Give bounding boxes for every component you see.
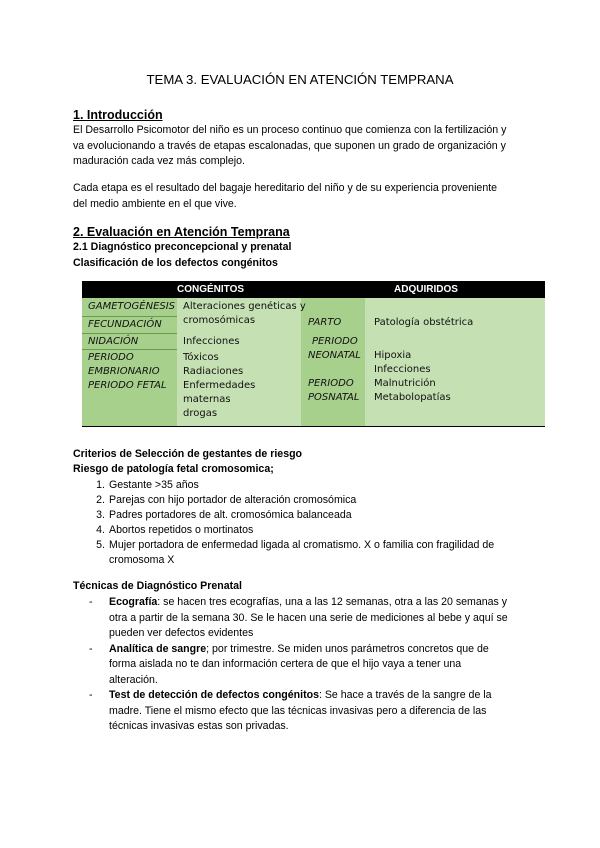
- cell-fecundacion: FECUNDACIÓN: [88, 319, 162, 330]
- list-text: Padres portadores de alt. cromosómica balanceada: [109, 509, 352, 521]
- cell-acquired: Metabolopatías: [374, 392, 451, 403]
- row-divider: [82, 349, 177, 350]
- list-text: Mujer portadora de enfermedad ligada al cromatismo. X o familia con fragilidad de: [109, 539, 495, 551]
- term: Ecografía: [109, 596, 158, 608]
- defects-table: [82, 281, 545, 427]
- list-number: 5.: [96, 539, 105, 551]
- criteria-heading: Criterios de Selección de gestantes de riesgo: [73, 448, 303, 460]
- list-item: [96, 478, 494, 493]
- section-1-heading: 1. Introducción: [73, 108, 163, 122]
- header-congenitos: CONGÉNITOS: [177, 284, 245, 295]
- cell-periodo-neonatal: PERIODO: [312, 336, 358, 347]
- list-text: madre. Tiene el mismo efecto que las técnicas invasivas pero a diferencia de las: [109, 704, 487, 717]
- table-bottom-border: [82, 426, 545, 427]
- list-text: forma aislada no te dan información certera de que el hijo vaya a tener una: [109, 658, 462, 670]
- cell-cause: Tóxicos: [183, 352, 219, 363]
- cell-acquired: Malnutrición: [374, 378, 436, 389]
- cell-acquired: Infecciones: [374, 364, 431, 375]
- cell-embrionario: EMBRIONARIO: [88, 366, 160, 377]
- list-text: otra a partir de la semana 30. Se le hacen una serie de mediciones al bebe y aquí se: [109, 611, 508, 624]
- list-item: [96, 508, 494, 523]
- term: Analítica de sangre: [109, 642, 207, 655]
- section-2-heading: 2. Evaluación en Atención Temprana: [73, 225, 290, 239]
- criteria-subheading: Riesgo de patología fetal cromosomica;: [73, 463, 274, 475]
- list-dash: -: [89, 689, 93, 701]
- list-item: [89, 642, 508, 689]
- list-number: 4.: [96, 524, 105, 536]
- cell-posnatal: POSNATAL: [308, 392, 360, 403]
- list-text: técnicas invasivas estas son privadas.: [109, 720, 289, 732]
- cell-cause: Infecciones: [183, 336, 240, 347]
- term: Test de detección de defectos congénitos: [109, 689, 319, 701]
- list-text: Parejas con hijo portador de alteración cromosómica: [109, 494, 357, 506]
- techniques-heading: Técnicas de Diagnóstico Prenatal: [73, 580, 242, 592]
- row-divider: [82, 316, 177, 317]
- list-number: 3.: [96, 509, 105, 521]
- table-caption: Clasificación de los defectos congénitos: [73, 257, 278, 269]
- table-body: [82, 298, 545, 427]
- list-text: cromosoma X: [109, 554, 175, 566]
- intro-line: maduración cada vez más complejo.: [73, 155, 245, 167]
- list-text: alteración.: [109, 673, 158, 686]
- intro-line: va evolucionando a través de etapas escalonadas, que suponen un grado de organización y: [73, 139, 506, 152]
- list-number: 1.: [96, 479, 105, 491]
- cell-acquired: Patología obstétrica: [374, 317, 474, 328]
- intro-line: El Desarrollo Psicomotor del niño es un proceso continuo que comienza con la fertilización y: [73, 124, 507, 136]
- cell-neonatal: NEONATAL: [308, 350, 361, 361]
- list-item: [96, 493, 494, 508]
- cell-periodo: PERIODO: [88, 352, 134, 363]
- intro-line: Cada etapa es el resultado del bagaje hereditario del niño y de su experiencia proveniente: [73, 182, 498, 194]
- criteria-list: [96, 478, 495, 568]
- list-dash: -: [89, 642, 93, 655]
- intro-paragraph-1: [73, 123, 506, 170]
- cell-periodo-fetal: PERIODO FETAL: [88, 380, 167, 391]
- header-adquiridos: ADQUIRIDOS: [394, 284, 458, 295]
- cell-nidacion: NIDACIÓN: [88, 336, 139, 347]
- list-dash: -: [89, 596, 93, 608]
- cell-parto: PARTO: [308, 317, 342, 328]
- row-divider: [82, 333, 177, 334]
- cell-periodo-posnatal: PERIODO: [308, 378, 354, 389]
- list-item: [89, 595, 508, 642]
- list-text: Abortos repetidos o mortinatos: [109, 524, 254, 536]
- intro-line: del medio ambiente en el que vive.: [73, 197, 237, 210]
- list-item: [96, 523, 494, 538]
- cell-cause: Alteraciones genéticas y: [183, 301, 306, 312]
- intro-paragraph-2: [73, 181, 497, 212]
- list-text: pueden ver defectos evidentes: [109, 627, 254, 639]
- cell-cause: Enfermedades: [183, 380, 256, 391]
- list-text: Gestante >35 años: [109, 479, 199, 491]
- page-title: TEMA 3. EVALUACIÓN EN ATENCIÓN TEMPRANA: [146, 72, 454, 87]
- cell-cause: maternas: [183, 394, 231, 405]
- list-text: : se hacen tres ecografías, una a las 12 semanas, otra a las 20 semanas y: [157, 596, 508, 608]
- techniques-list: [89, 595, 508, 735]
- list-item: [89, 688, 508, 735]
- list-number: 2.: [96, 494, 105, 506]
- cell-acquired: Hipoxia: [374, 350, 412, 361]
- cell-cause: drogas: [183, 408, 218, 419]
- subsection-heading: 2.1 Diagnóstico preconcepcional y prenatal: [73, 241, 292, 253]
- list-text: ; por trimestre. Se miden unos parámetros concretos que de: [206, 642, 489, 655]
- cell-gametogenesis: GAMETOGÉNESIS: [88, 301, 176, 312]
- cell-cause: Radiaciones: [183, 366, 244, 377]
- list-item: [96, 538, 495, 568]
- cell-cause: cromosómicas: [183, 315, 256, 326]
- list-text: : Se hace a través de la sangre de la: [318, 689, 492, 701]
- table-header-row: [82, 281, 545, 298]
